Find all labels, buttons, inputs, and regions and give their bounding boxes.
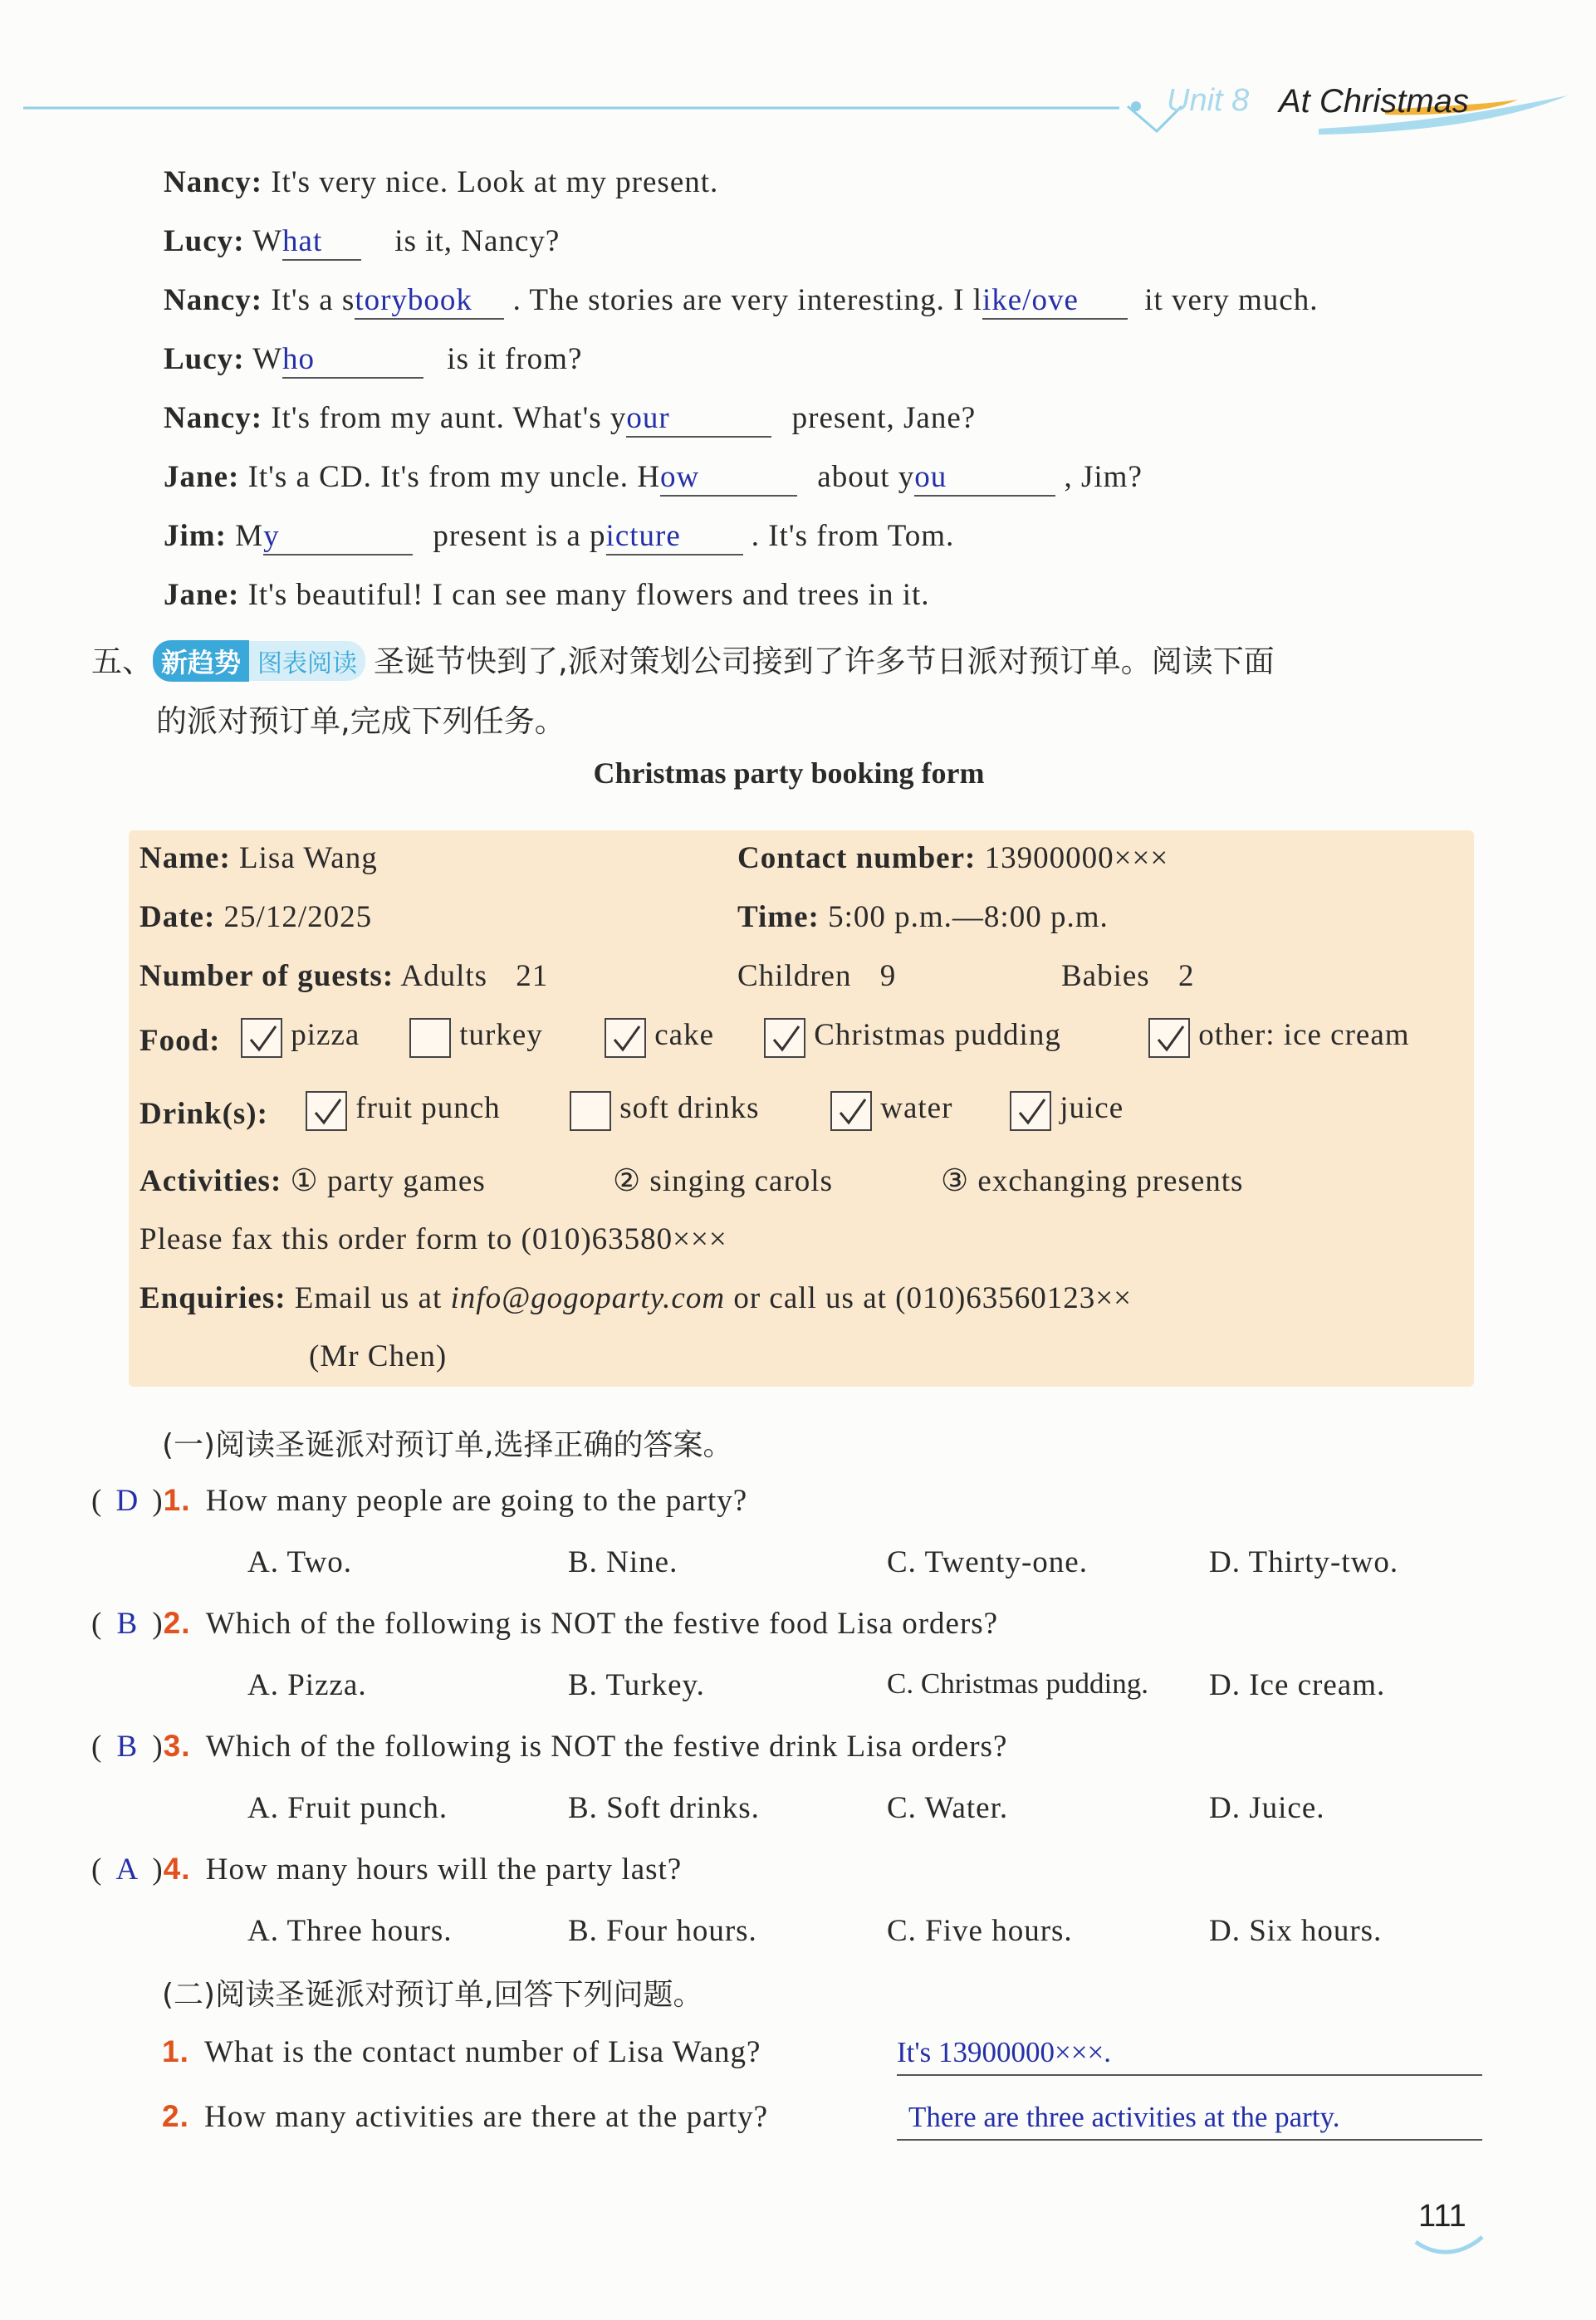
dialogue-line-1: Nancy: It's very nice. Look at my present.: [164, 165, 719, 199]
option-a[interactable]: A. Three hours.: [247, 1914, 453, 1948]
drink-label-water: water: [880, 1091, 953, 1125]
option-c[interactable]: C. Christmas pudding.: [887, 1667, 1149, 1700]
check-mark-icon: [769, 1023, 802, 1055]
dialogue-text: is it, Nancy?: [394, 224, 561, 258]
blank-prefix: H: [637, 460, 661, 494]
check-mark-icon: [311, 1096, 344, 1128]
food-label: Food:: [140, 1024, 221, 1058]
speaker: Lucy: [164, 224, 234, 258]
mc-text-4: How many hours will the party last?: [205, 1853, 683, 1887]
mc-number-1: 1.: [163, 1483, 191, 1517]
form-contact: [737, 840, 1168, 876]
answer-what: hat: [282, 224, 323, 258]
checkbox-fruit-punch[interactable]: [306, 1091, 347, 1131]
form-date: [140, 899, 372, 935]
drink-label-juice: juice: [1060, 1091, 1124, 1125]
option-b[interactable]: B. Nine.: [568, 1545, 678, 1579]
part1-heading: (一)阅读圣诞派对预订单,选择正确的答案。: [162, 1428, 733, 1462]
dialogue-line-5: Nancy: It's from my aunt. What's your present, Jane?: [164, 400, 976, 438]
date-value: 25/12/2025: [223, 900, 373, 934]
date-label: Date:: [140, 900, 216, 934]
drink-label-soft-drinks: soft drinks: [619, 1091, 760, 1125]
food-item-cake[interactable]: [605, 1017, 714, 1058]
blank-prefix: l: [972, 283, 982, 317]
mc-number-4: 4.: [163, 1852, 191, 1886]
food-item-other[interactable]: [1148, 1017, 1410, 1058]
food-label-pudding: Christmas pudding: [814, 1018, 1061, 1052]
dialogue-line-7: Jim: My present is a picture . It's from Tom.: [164, 518, 954, 556]
enquiries-post: or call us at (010)63560123××: [733, 1281, 1133, 1315]
option-a[interactable]: A. Two.: [247, 1545, 353, 1579]
sq-answer-1: It's 13900000×××.: [897, 2036, 1112, 2068]
children-label: Children: [737, 959, 852, 993]
option-b[interactable]: B. Four hours.: [568, 1914, 757, 1948]
check-mark-icon: [1015, 1096, 1048, 1128]
dialogue-text: It's a: [271, 283, 334, 317]
babies-value: 2: [1177, 959, 1195, 993]
sq-number-2: 2.: [162, 2099, 189, 2133]
form-enquiries-contact: (Mr Chen): [309, 1339, 448, 1373]
checkbox-pudding[interactable]: [764, 1018, 805, 1058]
name-value: Lisa Wang: [239, 841, 378, 875]
form-time: [737, 899, 1109, 935]
mc-question-1: ( D )1. How many people are going to the party?: [91, 1483, 748, 1518]
contact-value: 13900000×××: [984, 841, 1169, 875]
children-value: 9: [879, 959, 897, 993]
mc-answer-2: B: [116, 1607, 139, 1641]
answer-picture: icture: [605, 519, 681, 553]
speaker: Jane: [164, 460, 228, 494]
option-a[interactable]: A. Fruit punch.: [247, 1791, 448, 1825]
enquiries-label: Enquiries:: [140, 1281, 286, 1315]
sq-text-1: What is the contact number of Lisa Wang?: [204, 2035, 761, 2069]
adults-value: 21: [516, 959, 549, 993]
form-activity-2: ② singing carols: [613, 1164, 833, 1198]
checkbox-water[interactable]: [830, 1091, 872, 1131]
mc-answer-4: A: [115, 1853, 140, 1887]
check-mark-icon: [246, 1023, 279, 1055]
dialogue-text: , Jim?: [1064, 460, 1143, 494]
instruction-text: 圣诞节快到了,派对策划公司接到了许多节日派对预订单。阅读下面: [374, 644, 1275, 679]
food-label-cake: cake: [654, 1018, 715, 1052]
checkbox-soft-drinks[interactable]: [570, 1091, 611, 1131]
header-unit: Unit 8: [1167, 83, 1250, 118]
mc-question-3: ( B )3. Which of the following is NOT the festive drink Lisa orders?: [91, 1729, 1008, 1764]
section-number: 五、: [91, 644, 153, 679]
drink-item-soft-drinks[interactable]: [570, 1090, 760, 1131]
mc-text-2: Which of the following is NOT the festive food Lisa orders?: [205, 1607, 999, 1641]
dialogue-line-2: Lucy: What is it, Nancy?: [164, 223, 560, 261]
dialogue-line-3: Nancy: It's a storybook . The stories are very interesting. I like/ove it very much.: [164, 282, 1318, 320]
dialogue-text: It's beautiful! I can see many flowers and trees in it.: [247, 578, 930, 612]
option-a[interactable]: A. Pizza.: [247, 1668, 367, 1702]
option-c[interactable]: C. Twenty-one.: [887, 1545, 1088, 1579]
sq-answer-line-2[interactable]: [897, 2101, 1482, 2141]
sq-number-1: 1.: [162, 2034, 189, 2068]
form-activity-3: ③ exchanging presents: [941, 1164, 1244, 1198]
check-mark-icon: [1153, 1023, 1187, 1055]
mc-number-2: 2.: [163, 1606, 191, 1640]
badge-trend: 新趋势: [153, 640, 249, 682]
dialogue-text: It's a CD. It's from my uncle.: [247, 460, 629, 494]
form-babies: [1061, 958, 1194, 994]
blank-prefix: M: [235, 519, 264, 553]
dialogue-text: about: [817, 460, 890, 494]
form-fax: Please fax this order form to (010)63580×××: [140, 1222, 727, 1256]
enquiries-email[interactable]: info@gogoparty.com: [450, 1281, 726, 1315]
mc-question-2: ( B )2. Which of the following is NOT the festive food Lisa orders?: [91, 1606, 999, 1641]
name-label: Name:: [140, 841, 231, 875]
checkbox-turkey[interactable]: [409, 1018, 451, 1058]
mc-text-3: Which of the following is NOT the festive drink Lisa orders?: [205, 1730, 1008, 1764]
mc-answer-1: D: [115, 1484, 140, 1518]
time-label: Time:: [737, 900, 820, 934]
speaker: Nancy: [164, 401, 252, 435]
food-item-pudding[interactable]: [764, 1017, 1061, 1058]
babies-label: Babies: [1061, 959, 1150, 993]
answer-you: ou: [914, 460, 947, 494]
answer-storybook: torybook: [355, 283, 472, 317]
drink-item-water[interactable]: [830, 1090, 952, 1131]
speaker: Nancy: [164, 165, 252, 199]
answer-like: ike/ove: [982, 283, 1079, 317]
option-d[interactable]: D. Six hours.: [1209, 1914, 1383, 1948]
form-children: [737, 958, 896, 994]
dialogue-line-8: Jane: It's beautiful! I can see many flowers and trees in it.: [164, 578, 930, 612]
blank-prefix: W: [252, 342, 283, 376]
mc-answer-3: B: [116, 1730, 139, 1764]
section5-instruction: [91, 636, 1275, 682]
food-label-pizza: pizza: [291, 1018, 360, 1052]
sq-answer-2: There are three activities at the party.: [908, 2101, 1340, 2133]
short-question-2: [162, 2099, 768, 2135]
option-c[interactable]: C. Five hours.: [887, 1914, 1073, 1948]
option-c[interactable]: C. Water.: [887, 1791, 1009, 1825]
answer-how: ow: [660, 460, 700, 494]
food-label-turkey: turkey: [459, 1018, 543, 1052]
blank-prefix: s: [341, 283, 355, 317]
option-d[interactable]: D. Juice.: [1209, 1791, 1325, 1825]
dialogue-line-6: Jane: It's a CD. It's from my uncle. How about you , Jim?: [164, 459, 1143, 497]
dialogue-text: is it from?: [447, 342, 583, 376]
sq-answer-line-1[interactable]: [897, 2036, 1482, 2076]
blank-prefix: y: [898, 460, 915, 494]
option-b[interactable]: B. Soft drinks.: [568, 1791, 760, 1825]
speaker: Jane: [164, 578, 228, 612]
blank-prefix: p: [590, 519, 606, 553]
drink-label: Drink(s):: [140, 1097, 268, 1131]
speaker: Nancy: [164, 283, 252, 317]
form-guests: [140, 958, 548, 994]
contact-label: Contact number:: [737, 841, 977, 875]
guests-label: Number of guests:: [140, 959, 394, 993]
dialogue-text: . The stories are very interesting. I: [512, 283, 965, 317]
answer-my: y: [263, 519, 280, 553]
form-name: [140, 840, 378, 876]
sq-text-2: How many activities are there at the party?: [204, 2100, 769, 2134]
form-title: Christmas party booking form: [593, 756, 985, 790]
drink-item-fruit-punch[interactable]: [306, 1090, 501, 1131]
mc-text-1: How many people are going to the party?: [205, 1484, 748, 1518]
option-d[interactable]: D. Thirty-two.: [1209, 1545, 1399, 1579]
dialogue-line-4: Lucy: Who is it from?: [164, 341, 582, 379]
header-title: At Christmas: [1279, 83, 1469, 120]
mc-question-4: ( A )4. How many hours will the party last?: [91, 1852, 683, 1887]
form-enquiries: [140, 1280, 1132, 1316]
dialogue-text: It's from my aunt. What's: [271, 401, 602, 435]
food-item-turkey[interactable]: [409, 1017, 543, 1058]
page-number: 111: [1418, 2199, 1466, 2234]
drink-label-fruit-punch: fruit punch: [355, 1091, 501, 1125]
answer-your: our: [626, 401, 670, 435]
form-activities: [140, 1162, 486, 1199]
option-d[interactable]: D. Ice cream.: [1209, 1668, 1386, 1702]
page-number-swoosh: [1412, 2234, 1486, 2259]
section5-instruction-line2: 的派对预订单,完成下列任务。: [156, 703, 565, 739]
blank-prefix: y: [610, 401, 627, 435]
speaker: Jim: [164, 519, 216, 553]
checkbox-juice[interactable]: [1010, 1091, 1051, 1131]
short-question-1: [162, 2034, 761, 2070]
food-label-other: other: ice cream: [1198, 1018, 1410, 1052]
drink-item-juice[interactable]: [1010, 1090, 1124, 1131]
speaker: Lucy: [164, 342, 234, 376]
food-item-pizza[interactable]: [241, 1017, 360, 1058]
time-value: 5:00 p.m.—8:00 p.m.: [828, 900, 1109, 934]
dialogue-text: present, Jane?: [791, 401, 977, 435]
checkbox-cake[interactable]: [605, 1018, 646, 1058]
part2-heading: (二)阅读圣诞派对预订单,回答下列问题。: [162, 1978, 703, 2012]
answer-who: ho: [282, 342, 316, 376]
activity-1: ① party games: [290, 1164, 486, 1198]
checkbox-other[interactable]: [1148, 1018, 1190, 1058]
enquiries-pre: Email us at: [294, 1281, 443, 1315]
dialogue-text: It's very nice. Look at my present.: [271, 165, 719, 199]
option-b[interactable]: B. Turkey.: [568, 1668, 705, 1702]
dialogue-text: it very much.: [1144, 283, 1319, 317]
check-mark-icon: [610, 1023, 643, 1055]
checkbox-pizza[interactable]: [241, 1018, 282, 1058]
mc-number-3: 3.: [163, 1729, 191, 1763]
dialogue-text: present is a: [433, 519, 581, 553]
adults-label: Adults: [400, 959, 488, 993]
activities-label: Activities:: [140, 1164, 282, 1198]
check-mark-icon: [835, 1096, 869, 1128]
dialogue-text: . It's from Tom.: [751, 519, 955, 553]
badge-chart: 图表阅读: [249, 641, 365, 681]
blank-prefix: W: [252, 224, 283, 258]
